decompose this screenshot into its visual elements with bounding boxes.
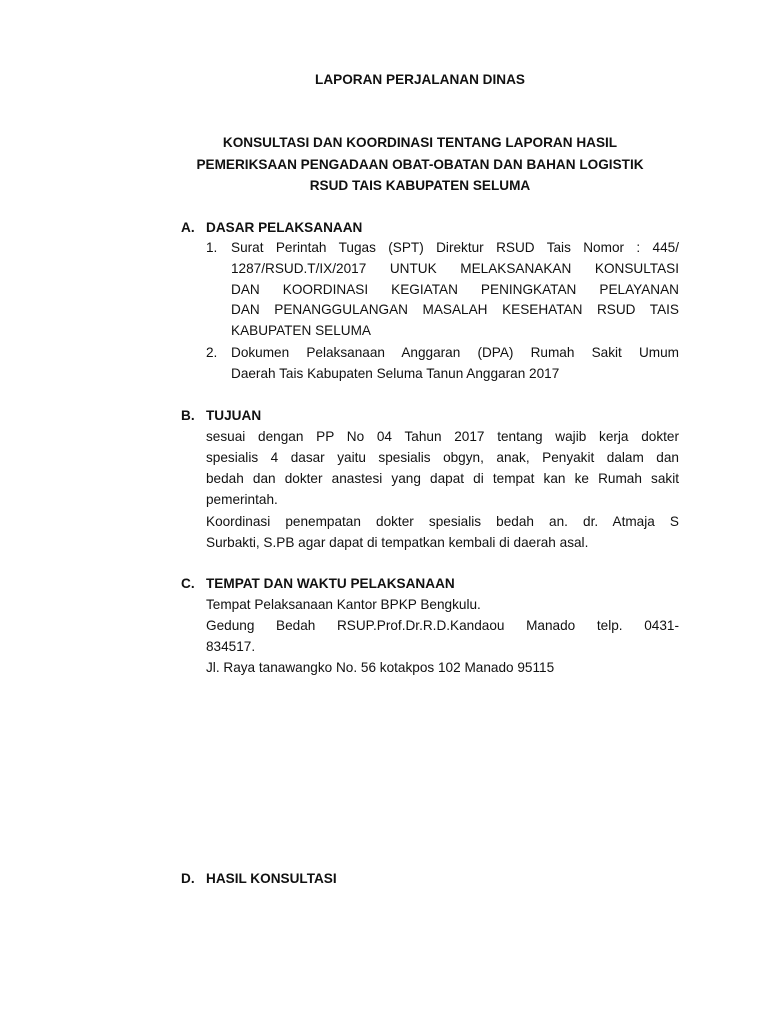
report-title: LAPORAN PERJALANAN DINAS <box>315 72 525 87</box>
section-a-heading: DASAR PELAKSANAAN <box>206 220 363 235</box>
paragraph-line: Gedung Bedah RSUP.Prof.Dr.R.D.Kandaou Manado telp. 0431- <box>206 618 679 633</box>
section-d-marker: D. <box>181 871 195 886</box>
subject-line-3: RSUD TAIS KABUPATEN SELUMA <box>309 178 531 193</box>
list-item-line: 1287/RSUD.T/IX/2017 UNTUK MELAKSANAKAN KONSULTASI <box>231 261 679 276</box>
paragraph-line: 834517. <box>206 639 256 654</box>
section-b-marker: B. <box>181 408 195 423</box>
paragraph-line: Jl. Raya tanawangko No. 56 kotakpos 102 Manado 95115 <box>206 660 555 675</box>
paragraph-line: Koordinasi penempatan dokter spesialis bedah an. dr. Atmaja S <box>206 514 679 529</box>
paragraph-line: Surbakti, S.PB agar dapat di tempatkan kembali di daerah asal. <box>206 535 589 550</box>
section-c-heading: TEMPAT DAN WAKTU PELAKSANAAN <box>206 576 455 591</box>
list-item-line: Surat Perintah Tugas (SPT) Direktur RSUD Tais Nomor : 445/ <box>231 240 679 255</box>
paragraph-line: sesuai dengan PP No 04 Tahun 2017 tentang wajib kerja dokter <box>206 429 679 444</box>
list-item-line: DAN PENANGGULANGAN MASALAH KESEHATAN RSUD TAIS <box>231 302 679 317</box>
list-item-number: 1. <box>206 240 218 255</box>
list-item-line: DAN KOORDINASI KEGIATAN PENINGKATAN PELAYANAN <box>231 282 679 297</box>
list-item-line: Dokumen Pelaksanaan Anggaran (DPA) Rumah Sakit Umum <box>231 345 679 360</box>
subject-line-1: KONSULTASI DAN KOORDINASI TENTANG LAPORAN HASIL <box>222 135 618 150</box>
list-item-line: Daerah Tais Kabupaten Seluma Tanun Anggaran 2017 <box>231 366 560 381</box>
list-item-number: 2. <box>206 345 218 360</box>
paragraph-line: pemerintah. <box>206 492 278 507</box>
list-item-line: KABUPATEN SELUMA <box>231 323 371 338</box>
section-b-heading: TUJUAN <box>206 408 262 423</box>
paragraph-line: bedah dan dokter anastesi yang dapat di tempat kan ke Rumah sakit <box>206 471 679 486</box>
section-c-marker: C. <box>181 576 195 591</box>
paragraph-line: spesialis 4 dasar yaitu spesialis obgyn, anak, Penyakit dalam dan <box>206 450 679 465</box>
subject-line-2: PEMERIKSAAN PENGADAAN OBAT-OBATAN DAN BAHAN LOGISTIK <box>196 157 644 172</box>
section-d-heading: HASIL KONSULTASI <box>206 871 337 886</box>
section-a-marker: A. <box>181 220 195 235</box>
paragraph-line: Tempat Pelaksanaan Kantor BPKP Bengkulu. <box>206 597 481 612</box>
